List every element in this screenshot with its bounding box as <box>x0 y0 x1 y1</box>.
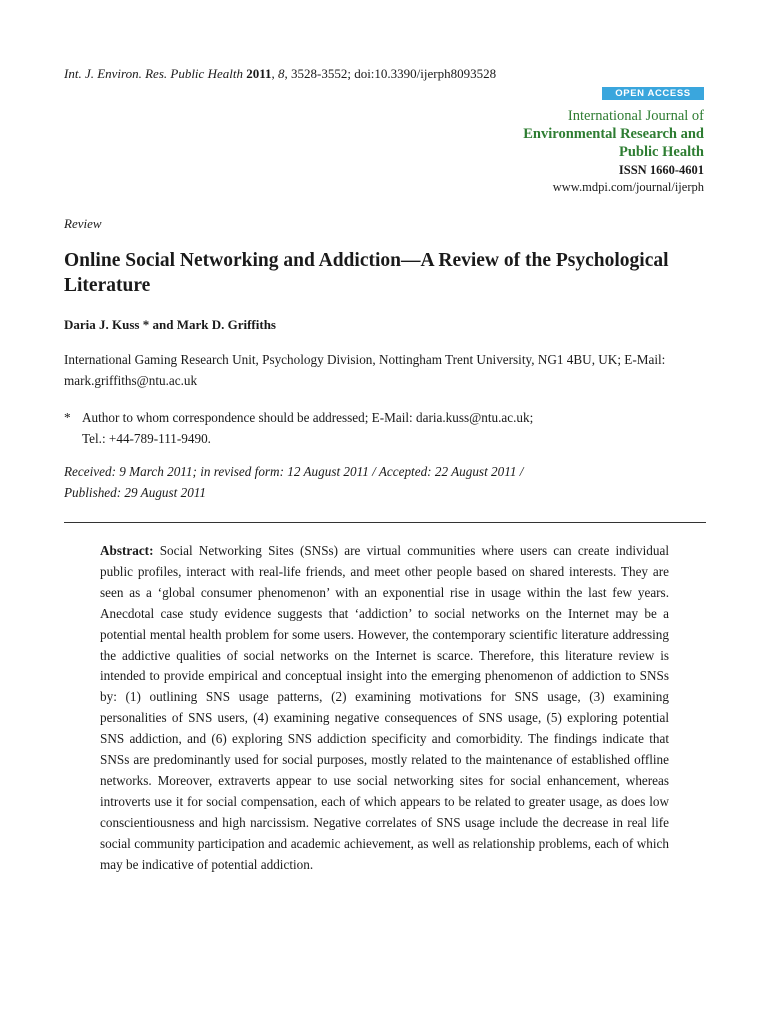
publication-dates <box>64 462 714 503</box>
journal-name-line2: Environmental Research and <box>523 126 704 142</box>
dates-line-1: Received: 9 March 2011; in revised form: 12 August 2011 / Accepted: 22 August 2011 / <box>64 464 524 479</box>
section-divider <box>64 522 706 523</box>
correspondence-phone: Tel.: +44-789-111-9490. <box>82 430 211 446</box>
correspondence-note <box>64 408 714 449</box>
article-title: Online Social Networking and Addiction—A Review of the Psychological Literature <box>64 250 669 296</box>
author-list: Daria J. Kuss * and Mark D. Griffiths <box>64 317 276 332</box>
citation-line: Int. J. Environ. Res. Public Health 2011, 8, 3528-3552; doi:10.3390/ijerph8093528 <box>64 66 497 81</box>
citation-year: 2011 <box>246 66 272 81</box>
journal-abbrev: Int. J. Environ. Res. Public Health <box>64 66 243 81</box>
correspondence-email: Author to whom correspondence should be addressed; E-Mail: daria.kuss@ntu.ac.uk; <box>82 410 534 425</box>
citation-volume: 8 <box>278 66 285 81</box>
abstract-text: Social Networking Sites (SNSs) are virtual communities where users can create individual public profiles, interact with real-life friends, and meet other people based on shared interests. They are seen as a ‘global consumer phenomenon’ with an exponential rise in usage within the last few years. Anecdotal case study evidence suggests that ‘addiction’ to social networks on the Internet may be a potential mental health problem for some users. However, the contemporary scientific literature addressing the addictive qualities of social networks on the Internet is scarce. Therefore, this literature review is intended to provide empirical and conceptual insight into the emerging phenomenon of addiction to SNSs by: (1) outlining SNS usage patterns, (2) examining motivations for SNS usage, (3) examining personalities of SNS users, (4) examining negative consequences of SNS usage, (5) exploring potential SNS addiction, and (6) exploring SNS addiction specificity and comorbidity. The findings indicate that SNSs are predominantly used for social purposes, mostly related to the maintenance of established offline networks. Moreover, extraverts appear to use social networking sites for social enhancement, whereas introverts use it for social compensation, each of which appears to be related to greater usage, as does low conscientiousness and high narcissism. Negative correlates of SNS usage include the decrease in real life social community participation and academic achievement, as well as relationship problems, each of which may be indicative of potential addiction. <box>100 543 669 872</box>
journal-url: www.mdpi.com/journal/ijerph <box>552 180 704 194</box>
journal-name-line1: International Journal of <box>567 108 704 124</box>
abstract-label: Abstract: <box>100 543 154 558</box>
abstract-paragraph <box>100 541 669 876</box>
open-access-badge: OPEN ACCESS <box>602 87 704 100</box>
author-affiliation: International Gaming Research Unit, Psychology Division, Nottingham Trent University, NG1 4BU, UK; E-Mail: mark.griffiths@ntu.ac.uk <box>64 352 666 388</box>
citation-pages-doi: , 3528-3552; doi:10.3390/ijerph8093528 <box>284 66 497 81</box>
journal-masthead <box>523 107 704 196</box>
journal-issn: ISSN 1660-4601 <box>618 163 704 177</box>
dates-line-2: Published: 29 August 2011 <box>64 484 207 500</box>
correspondence-marker: * <box>64 410 71 425</box>
journal-name-line3: Public Health <box>619 144 704 160</box>
article-type: Review <box>64 216 102 231</box>
